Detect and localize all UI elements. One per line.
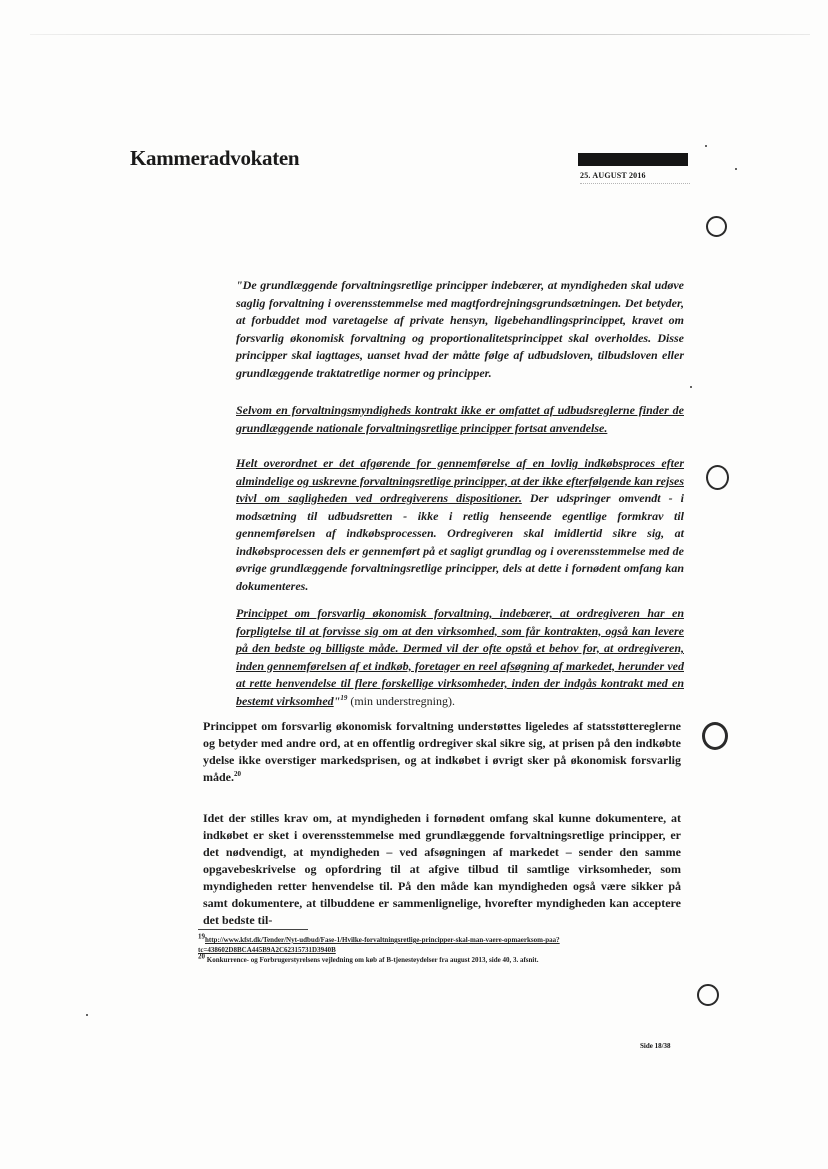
body-paragraph-2 xyxy=(203,810,681,929)
scan-artifact-line xyxy=(30,34,810,35)
footnote-number: 20 xyxy=(198,952,205,961)
quote-text: Der udspringer omvendt - i modsætning til udbudsretten - ikke i retlig henseende egentlige formkrav til gennemførelsen af indkøbsprocessen. Ordregiveren skal imidlertid sikre sig, at indkøbsprocessen dels er gennemført på et sagligt grundlag og i overensstemmelse med de øvrige grundlæggende forvaltningsretlige principper, dels at dette i fornødent omfang kan dokumenteres. xyxy=(236,491,684,593)
footnote-text: Konkurrence- og Forbrugerstyrelsens vejledning om køb af B-tjenesteydelser fra august 2013, side 40, 3. afsnit. xyxy=(206,956,539,964)
scan-speck xyxy=(735,168,737,170)
scan-speck xyxy=(86,1014,88,1016)
punch-hole xyxy=(706,216,727,237)
brand-name: Kammeradvokaten xyxy=(130,146,300,170)
quote-paragraph-3 xyxy=(236,455,684,595)
scan-speck xyxy=(690,386,692,388)
footnote-number: 19 xyxy=(198,932,205,941)
quote-paragraph-2 xyxy=(236,402,684,437)
punch-hole xyxy=(697,984,719,1006)
quote-text-underlined: Selvom en forvaltningsmyndigheds kontrakt ikke er omfattet af udbudsreglerne finder de grundlæggende nationale forvaltningsretlige principper fortsat anvendelse. xyxy=(236,403,684,435)
quote-text-underlined: Princippet om forsvarlig økonomisk forvaltning, indebærer, at ordregiveren har en forpligtelse til at forvisse sig om at den virksomhed, som får kontrakten, også kan levere på den bedste og billigste måde. Dermed vil der ofte opstå et behov for, at ordregiveren, inden gennemførelsen af et indkøb, foretager en reel afsøgning af markedet, herunder ved at rette henvendelse til flere forskellige virksomheder, inden der indgås kontrakt med en bestemt virksomhed xyxy=(236,606,684,708)
footnote-ref: 19 xyxy=(340,693,348,702)
footnote-link[interactable]: http://www.kfst.dk/Tender/Nyt-udbud/Fase-1/Hvilke-forvaltningsretlige-principper-skal-man-vaere-opmaerksom-paa?tc=438602D8BCA445B9A2C62315731D3940B xyxy=(198,936,560,954)
quote-text: "De grundlæggende forvaltningsretlige principper indebærer, at myndigheden skal udøve saglig forvaltning i overensstemmelse med magtfordrejningsgrundsætningen. Det betyder, at forbuddet mod varetagelse af private hensyn, ligebehandlingsprincippet, kravet om forsvarlig økonomisk forvaltning og proportionalitetsprincippet skal overholdes. Disse principper skal iagttages, uanset hvad der måtte følge af udbudsloven, tilbudsloven eller grundlæggende traktatretlige normer og principper. xyxy=(236,278,684,380)
quote-tail: (min understregning). xyxy=(347,693,455,708)
quote-text-underlined: Helt overordnet er det afgørende for gennemførelse af en lovlig indkøbsproces efter almindelige og uskrevne forvaltningsretlige principper, at der ikke efterfølgende kan rejses tvivl om sagligheden ved ordregiverens dispositioner. xyxy=(236,456,684,505)
body-text: Idet der stilles krav om, at myndigheden i fornødent omfang skal kunne dokumentere, at indkøbet er sket i overensstemmelse med grundlæggende forvaltningsretlige principper, er det nødvendigt, at myndigheden – ved afsøgningen af markedet – sender den samme opgavebeskrivelse og opfordring til at afgive tilbud til samtlige virksomheder, som myndigheden retter henvendelse til. På den måde kan myndigheden også være sikker på samt dokumentere, at tilbuddene er sammenlignelige, hvorefter myndigheden kan acceptere det bedste til- xyxy=(203,811,681,927)
punch-hole xyxy=(706,465,729,490)
body-paragraph-1 xyxy=(203,718,681,786)
punch-hole xyxy=(702,722,728,750)
quote-paragraph-4 xyxy=(236,605,684,710)
body-text: Princippet om forsvarlig økonomisk forvaltning understøttes ligeledes af statsstøttereglerne og betyder med andre ord, at en offentlig ordregiver skal sikre sig, at prisen på den indkøbte ydelse ikke overstiger markedsprisen, og at indkøbet i øvrigt sker på økonomisk forsvarlig måde. xyxy=(203,719,681,784)
quote-paragraph-1 xyxy=(236,277,684,382)
footnote-rule xyxy=(198,929,308,930)
scan-smudge xyxy=(580,183,690,186)
scan-speck xyxy=(705,145,707,147)
quote-close-mark: " xyxy=(333,693,341,708)
redaction-bar xyxy=(578,153,688,166)
document-date: 25. AUGUST 2016 xyxy=(580,171,646,180)
footnotes xyxy=(198,932,658,965)
footnote-ref: 20 xyxy=(234,770,241,778)
page-number: Side 18/38 xyxy=(640,1042,671,1050)
